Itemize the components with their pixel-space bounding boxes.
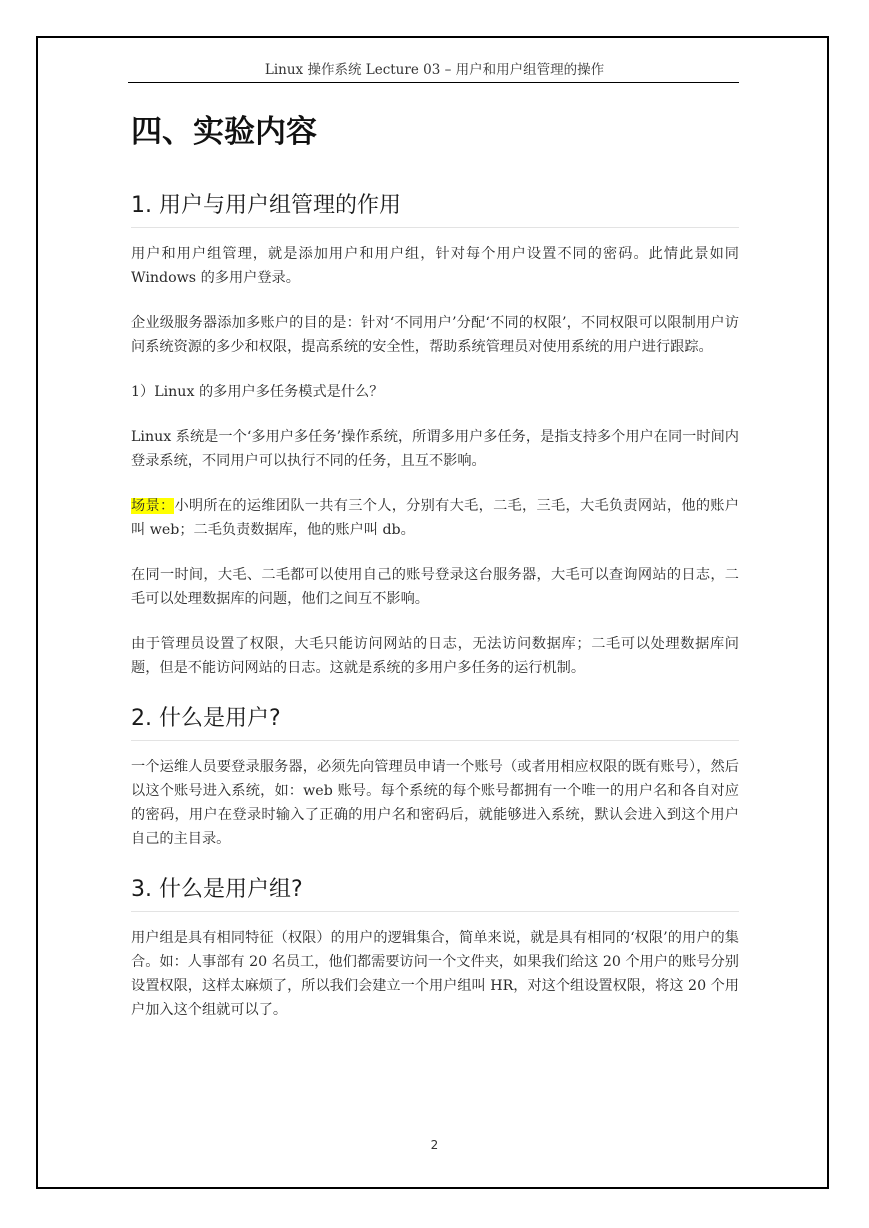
section1-para-3: Linux 系统是一个‘多用户多任务’操作系统，所谓多用户多任务，是指支持多个用户在同一时间内登录系统，不同用户可以执行不同的任务，且互不影响。	[131, 429, 739, 469]
chapter-title: 四、实验内容	[131, 114, 317, 150]
section3-para-1: 用户组是具有相同特征（权限）的用户的逻辑集合，简单来说，就是具有相同的‘权限’的用户的集合。如：人事部有 20 名员工，他们都需要访问一个文件夹，如果我们给这 20 个用户的账号分别设置权限，这样太麻烦了，所以我们会建立一个用户组叫 HR，对这个组设置权限，将这 20 个用户加入这个组就可以了。	[131, 930, 739, 1018]
scene-paragraph	[131, 494, 739, 542]
section1-para-4: 在同一时间，大毛、二毛都可以使用自己的账号登录这台服务器，大毛可以查询网站的日志，二毛可以处理数据库的问题，他们之间互不影响。	[131, 567, 739, 607]
section1-para-1: 用户和用户组管理，就是添加用户和用户组，针对每个用户设置不同的密码。此情此景如同 Windows 的多用户登录。	[131, 246, 739, 286]
section-title-1: 1. 用户与用户组管理的作用	[131, 189, 739, 228]
scene-text: 小明所在的运维团队一共有三个人，分别有大毛，二毛，三毛，大毛负责网站，他的账户叫 web；二毛负责数据库，他的账户叫 db。	[131, 498, 739, 538]
section-title-3: 3. 什么是用户组?	[131, 873, 739, 912]
section1-para-2: 企业级服务器添加多账户的目的是：针对‘不同用户’分配‘不同的权限’，不同权限可以限制用户访问系统资源的多少和权限，提高系统的安全性，帮助系统管理员对使用系统的用户进行跟踪。	[131, 315, 739, 355]
header-rule	[128, 82, 739, 83]
page-number: 2	[430, 1138, 439, 1152]
running-header: Linux 操作系统 Lecture 03 – 用户和用户组管理的操作	[264, 62, 605, 78]
section1-question: 1）Linux 的多用户多任务模式是什么？	[131, 384, 384, 400]
page-content	[131, 106, 739, 1022]
section2-para-1: 一个运维人员要登录服务器，必须先向管理员申请一个账号（或者用相应权限的既有账号），然后以这个账号进入系统，如：web 账号。每个系统的每个账号都拥有一个唯一的用户名和各自对应的密码，用户在登录时输入了正确的用户名和密码后，就能够进入系统，默认会进入到这个用户自己的主目录。	[131, 759, 739, 847]
scene-label: 场景：	[131, 498, 175, 514]
section1-para-5: 由于管理员设置了权限，大毛只能访问网站的日志，无法访问数据库；二毛可以处理数据库问题，但是不能访问网站的日志。这就是系统的多用户多任务的运行机制。	[131, 636, 739, 676]
section-title-2: 2. 什么是用户?	[131, 702, 739, 741]
